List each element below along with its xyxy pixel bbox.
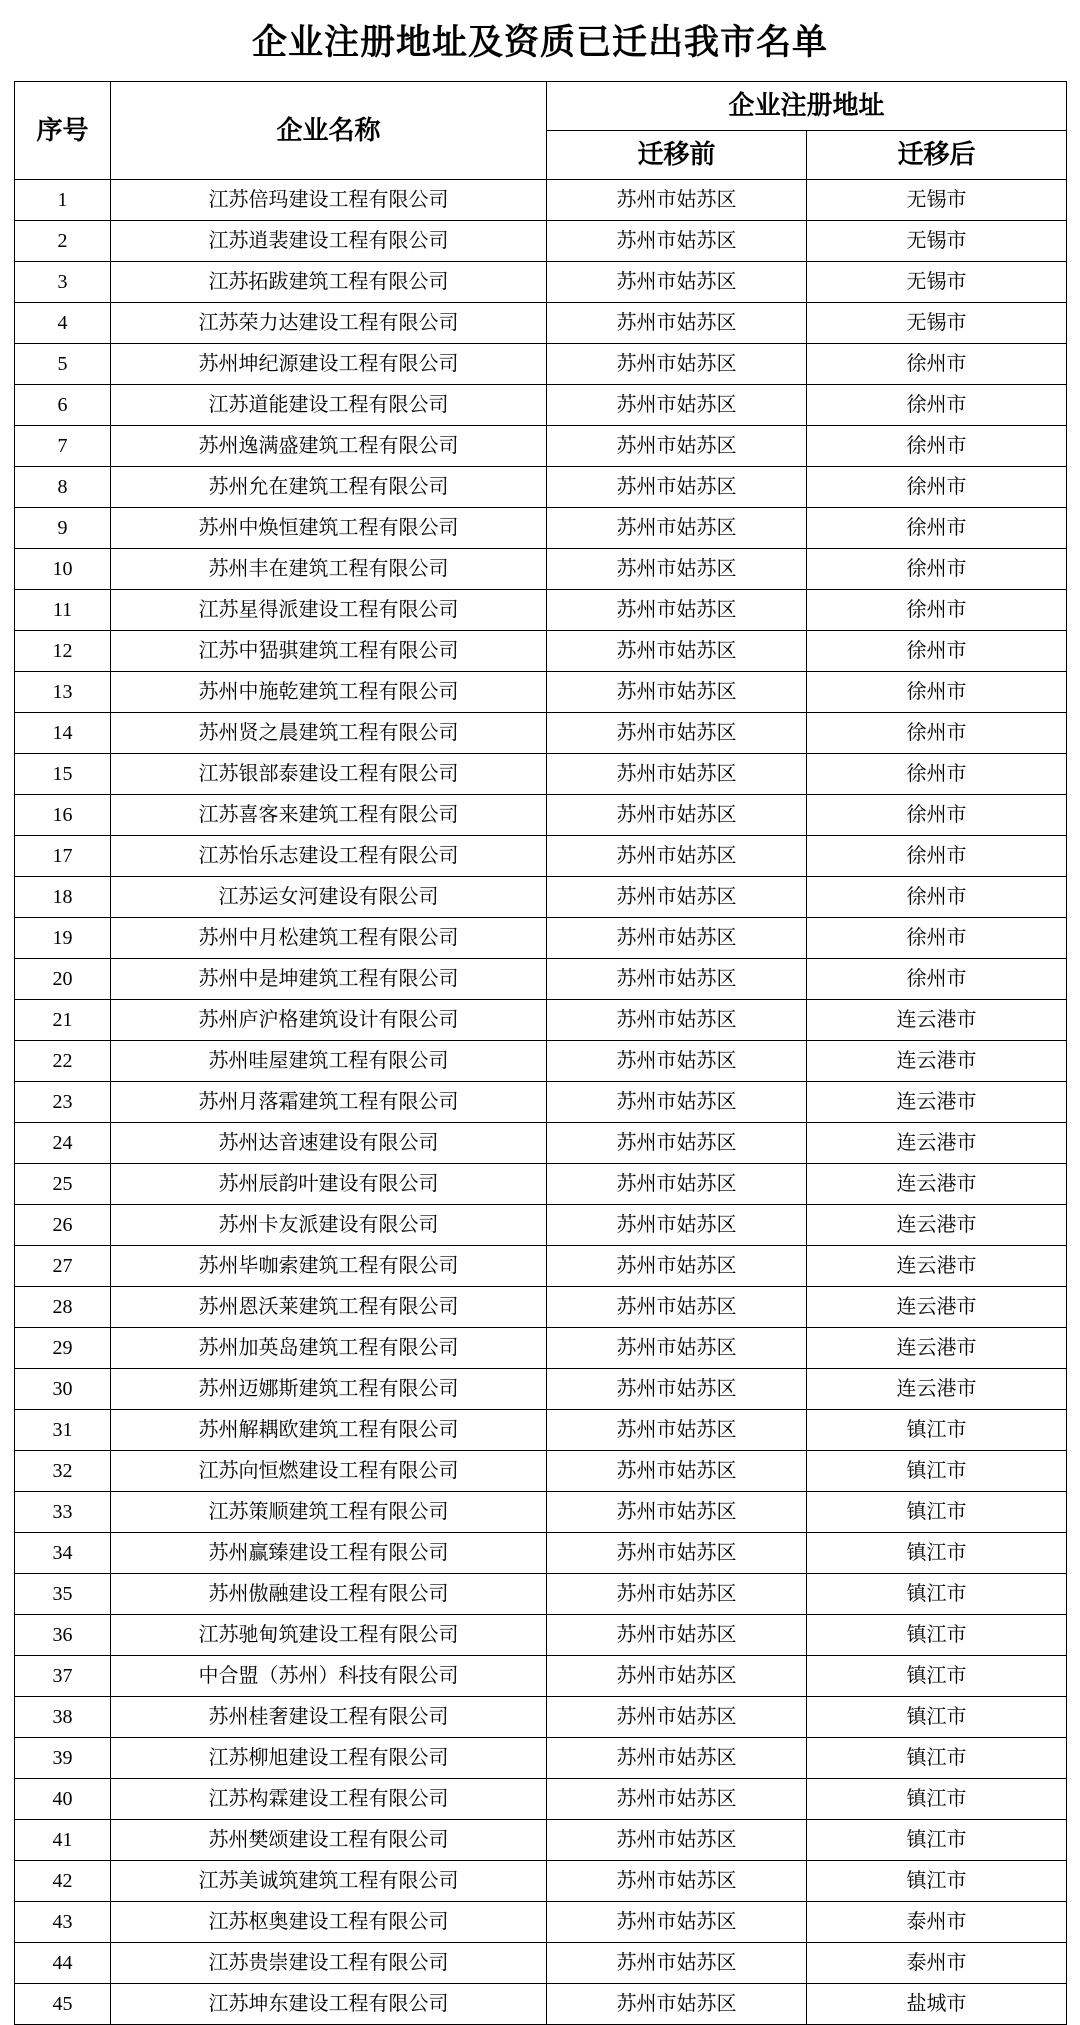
table-row [15, 1820, 1067, 1861]
cell-index: 8 [15, 467, 111, 508]
table-row [15, 1861, 1067, 1902]
cell-address-after: 连云港市 [807, 1164, 1067, 1205]
cell-index: 45 [15, 1984, 111, 2025]
cell-address-after: 无锡市 [807, 262, 1067, 303]
cell-address-after: 连云港市 [807, 1000, 1067, 1041]
cell-address-before: 苏州市姑苏区 [547, 180, 807, 221]
cell-company-name: 江苏向恒燃建设工程有限公司 [111, 1451, 547, 1492]
cell-address-after: 镇江市 [807, 1615, 1067, 1656]
cell-index: 25 [15, 1164, 111, 1205]
cell-address-after: 镇江市 [807, 1410, 1067, 1451]
cell-company-name: 苏州解耦欧建筑工程有限公司 [111, 1410, 547, 1451]
table-row [15, 795, 1067, 836]
cell-company-name: 江苏星得派建设工程有限公司 [111, 590, 547, 631]
cell-address-before: 苏州市姑苏区 [547, 754, 807, 795]
cell-company-name: 苏州中焕恒建筑工程有限公司 [111, 508, 547, 549]
cell-address-after: 徐州市 [807, 385, 1067, 426]
cell-address-before: 苏州市姑苏区 [547, 1246, 807, 1287]
table-row [15, 1082, 1067, 1123]
table-row [15, 713, 1067, 754]
page-title: 企业注册地址及资质已迁出我市名单 [251, 23, 828, 62]
table-row [15, 1000, 1067, 1041]
cell-address-before: 苏州市姑苏区 [547, 262, 807, 303]
cell-address-after: 徐州市 [807, 795, 1067, 836]
cell-address-after: 镇江市 [807, 1533, 1067, 1574]
cell-address-after: 连云港市 [807, 1369, 1067, 1410]
table-row [15, 959, 1067, 1000]
cell-address-after: 无锡市 [807, 221, 1067, 262]
cell-company-name: 江苏贵崇建设工程有限公司 [111, 1943, 547, 1984]
cell-company-name: 苏州月落霜建筑工程有限公司 [111, 1082, 547, 1123]
cell-address-after: 徐州市 [807, 426, 1067, 467]
cell-address-after: 无锡市 [807, 180, 1067, 221]
cell-company-name: 江苏坤东建设工程有限公司 [111, 1984, 547, 2025]
cell-address-after: 徐州市 [807, 631, 1067, 672]
cell-address-after: 连云港市 [807, 1041, 1067, 1082]
cell-index: 44 [15, 1943, 111, 1984]
table-row [15, 877, 1067, 918]
cell-company-name: 江苏美诚筑建筑工程有限公司 [111, 1861, 547, 1902]
cell-address-after: 徐州市 [807, 836, 1067, 877]
cell-index: 4 [15, 303, 111, 344]
table-row [15, 836, 1067, 877]
cell-address-before: 苏州市姑苏区 [547, 1656, 807, 1697]
cell-address-after: 徐州市 [807, 877, 1067, 918]
table-row [15, 1123, 1067, 1164]
cell-address-before: 苏州市姑苏区 [547, 672, 807, 713]
cell-company-name: 江苏喜客来建筑工程有限公司 [111, 795, 547, 836]
cell-company-name: 苏州中施乾建筑工程有限公司 [111, 672, 547, 713]
cell-address-before: 苏州市姑苏区 [547, 385, 807, 426]
cell-company-name: 中合盟（苏州）科技有限公司 [111, 1656, 547, 1697]
cell-address-before: 苏州市姑苏区 [547, 1328, 807, 1369]
cell-company-name: 江苏柳旭建设工程有限公司 [111, 1738, 547, 1779]
relocated-companies-table [14, 81, 1067, 2025]
cell-address-before: 苏州市姑苏区 [547, 1000, 807, 1041]
cell-company-name: 江苏构霖建设工程有限公司 [111, 1779, 547, 1820]
cell-index: 27 [15, 1246, 111, 1287]
cell-index: 5 [15, 344, 111, 385]
table-row [15, 1246, 1067, 1287]
cell-index: 33 [15, 1492, 111, 1533]
cell-index: 10 [15, 549, 111, 590]
cell-address-before: 苏州市姑苏区 [547, 1738, 807, 1779]
table-row [15, 1533, 1067, 1574]
cell-index: 26 [15, 1205, 111, 1246]
cell-index: 2 [15, 221, 111, 262]
table-row [15, 918, 1067, 959]
cell-company-name: 苏州贤之晨建筑工程有限公司 [111, 713, 547, 754]
cell-company-name: 江苏运女河建设有限公司 [111, 877, 547, 918]
cell-address-before: 苏州市姑苏区 [547, 344, 807, 385]
cell-company-name: 苏州逸满盛建筑工程有限公司 [111, 426, 547, 467]
cell-address-before: 苏州市姑苏区 [547, 1492, 807, 1533]
cell-address-before: 苏州市姑苏区 [547, 1082, 807, 1123]
cell-company-name: 江苏拓跋建筑工程有限公司 [111, 262, 547, 303]
cell-company-name: 苏州中是坤建筑工程有限公司 [111, 959, 547, 1000]
cell-index: 37 [15, 1656, 111, 1697]
cell-address-after: 连云港市 [807, 1082, 1067, 1123]
cell-index: 36 [15, 1615, 111, 1656]
cell-address-before: 苏州市姑苏区 [547, 303, 807, 344]
table-row [15, 1369, 1067, 1410]
cell-index: 20 [15, 959, 111, 1000]
cell-company-name: 苏州赢臻建设工程有限公司 [111, 1533, 547, 1574]
cell-address-before: 苏州市姑苏区 [547, 1902, 807, 1943]
cell-company-name: 江苏道能建设工程有限公司 [111, 385, 547, 426]
table-row [15, 344, 1067, 385]
table-body [15, 180, 1067, 2025]
cell-address-before: 苏州市姑苏区 [547, 1041, 807, 1082]
cell-index: 19 [15, 918, 111, 959]
column-header-address-group: 企业注册地址 [547, 82, 1067, 131]
cell-company-name: 江苏策顺建筑工程有限公司 [111, 1492, 547, 1533]
cell-address-after: 徐州市 [807, 508, 1067, 549]
cell-address-after: 镇江市 [807, 1820, 1067, 1861]
cell-address-before: 苏州市姑苏区 [547, 713, 807, 754]
cell-address-after: 连云港市 [807, 1246, 1067, 1287]
cell-index: 42 [15, 1861, 111, 1902]
cell-address-before: 苏州市姑苏区 [547, 1820, 807, 1861]
table-row [15, 631, 1067, 672]
table-row [15, 1451, 1067, 1492]
cell-index: 9 [15, 508, 111, 549]
column-header-after: 迁移后 [807, 131, 1067, 180]
cell-address-before: 苏州市姑苏区 [547, 1369, 807, 1410]
cell-company-name: 江苏银部泰建设工程有限公司 [111, 754, 547, 795]
cell-address-before: 苏州市姑苏区 [547, 1615, 807, 1656]
table-row [15, 549, 1067, 590]
table-header [15, 82, 1067, 180]
cell-address-before: 苏州市姑苏区 [547, 467, 807, 508]
cell-index: 13 [15, 672, 111, 713]
cell-company-name: 苏州毕咖索建筑工程有限公司 [111, 1246, 547, 1287]
cell-index: 7 [15, 426, 111, 467]
cell-index: 11 [15, 590, 111, 631]
cell-index: 17 [15, 836, 111, 877]
cell-address-before: 苏州市姑苏区 [547, 918, 807, 959]
cell-index: 24 [15, 1123, 111, 1164]
cell-company-name: 江苏倍玛建设工程有限公司 [111, 180, 547, 221]
cell-company-name: 苏州丰在建筑工程有限公司 [111, 549, 547, 590]
table-row [15, 1697, 1067, 1738]
table-row [15, 1779, 1067, 1820]
table-row [15, 1410, 1067, 1451]
cell-index: 40 [15, 1779, 111, 1820]
table-row [15, 1287, 1067, 1328]
cell-address-before: 苏州市姑苏区 [547, 426, 807, 467]
cell-address-before: 苏州市姑苏区 [547, 1574, 807, 1615]
cell-company-name: 江苏枢奥建设工程有限公司 [111, 1902, 547, 1943]
cell-index: 39 [15, 1738, 111, 1779]
cell-address-after: 徐州市 [807, 713, 1067, 754]
cell-address-after: 连云港市 [807, 1287, 1067, 1328]
cell-address-after: 徐州市 [807, 549, 1067, 590]
cell-address-after: 徐州市 [807, 467, 1067, 508]
cell-address-before: 苏州市姑苏区 [547, 1123, 807, 1164]
table-row [15, 1738, 1067, 1779]
cell-address-before: 苏州市姑苏区 [547, 877, 807, 918]
cell-company-name: 苏州迈娜斯建筑工程有限公司 [111, 1369, 547, 1410]
table-row [15, 1902, 1067, 1943]
cell-company-name: 江苏中峱骐建筑工程有限公司 [111, 631, 547, 672]
table-row [15, 426, 1067, 467]
cell-company-name: 苏州坤纪源建设工程有限公司 [111, 344, 547, 385]
cell-address-after: 镇江市 [807, 1779, 1067, 1820]
cell-address-after: 镇江市 [807, 1451, 1067, 1492]
table-row [15, 303, 1067, 344]
cell-company-name: 苏州辰韵叶建设有限公司 [111, 1164, 547, 1205]
table-row [15, 1615, 1067, 1656]
cell-address-after: 镇江市 [807, 1861, 1067, 1902]
cell-index: 35 [15, 1574, 111, 1615]
cell-index: 3 [15, 262, 111, 303]
cell-company-name: 苏州达音速建设有限公司 [111, 1123, 547, 1164]
cell-index: 41 [15, 1820, 111, 1861]
cell-address-after: 泰州市 [807, 1902, 1067, 1943]
column-header-company: 企业名称 [111, 82, 547, 180]
table-row [15, 1943, 1067, 1984]
column-header-index: 序号 [15, 82, 111, 180]
cell-address-before: 苏州市姑苏区 [547, 549, 807, 590]
table-row [15, 508, 1067, 549]
cell-address-before: 苏州市姑苏区 [547, 221, 807, 262]
cell-index: 31 [15, 1410, 111, 1451]
cell-company-name: 苏州允在建筑工程有限公司 [111, 467, 547, 508]
cell-company-name: 苏州傲融建设工程有限公司 [111, 1574, 547, 1615]
cell-company-name: 苏州恩沃莱建筑工程有限公司 [111, 1287, 547, 1328]
cell-index: 15 [15, 754, 111, 795]
cell-company-name: 江苏荣力达建设工程有限公司 [111, 303, 547, 344]
cell-address-before: 苏州市姑苏区 [547, 1861, 807, 1902]
cell-company-name: 江苏驰甸筑建设工程有限公司 [111, 1615, 547, 1656]
table-row [15, 1984, 1067, 2025]
cell-address-after: 无锡市 [807, 303, 1067, 344]
cell-index: 34 [15, 1533, 111, 1574]
cell-address-before: 苏州市姑苏区 [547, 1451, 807, 1492]
table-row [15, 1574, 1067, 1615]
cell-index: 18 [15, 877, 111, 918]
cell-company-name: 苏州卡友派建设有限公司 [111, 1205, 547, 1246]
cell-company-name: 苏州桂奢建设工程有限公司 [111, 1697, 547, 1738]
cell-index: 16 [15, 795, 111, 836]
cell-address-before: 苏州市姑苏区 [547, 1410, 807, 1451]
cell-address-after: 徐州市 [807, 672, 1067, 713]
table-row [15, 180, 1067, 221]
cell-index: 12 [15, 631, 111, 672]
table-header-row-1 [15, 82, 1067, 131]
cell-address-after: 连云港市 [807, 1205, 1067, 1246]
cell-index: 43 [15, 1902, 111, 1943]
table-row [15, 1041, 1067, 1082]
cell-index: 32 [15, 1451, 111, 1492]
cell-address-before: 苏州市姑苏区 [547, 959, 807, 1000]
cell-company-name: 苏州加英岛建筑工程有限公司 [111, 1328, 547, 1369]
cell-index: 14 [15, 713, 111, 754]
cell-address-after: 镇江市 [807, 1574, 1067, 1615]
cell-address-after: 镇江市 [807, 1492, 1067, 1533]
cell-address-before: 苏州市姑苏区 [547, 631, 807, 672]
table-row [15, 754, 1067, 795]
cell-address-before: 苏州市姑苏区 [547, 1984, 807, 2025]
cell-company-name: 苏州樊颂建设工程有限公司 [111, 1820, 547, 1861]
cell-index: 29 [15, 1328, 111, 1369]
cell-index: 38 [15, 1697, 111, 1738]
table-row [15, 221, 1067, 262]
table-row [15, 385, 1067, 426]
cell-address-after: 徐州市 [807, 918, 1067, 959]
cell-address-after: 泰州市 [807, 1943, 1067, 1984]
cell-address-after: 镇江市 [807, 1738, 1067, 1779]
cell-index: 30 [15, 1369, 111, 1410]
cell-address-before: 苏州市姑苏区 [547, 590, 807, 631]
cell-address-before: 苏州市姑苏区 [547, 1943, 807, 1984]
cell-address-before: 苏州市姑苏区 [547, 1779, 807, 1820]
cell-address-after: 连云港市 [807, 1123, 1067, 1164]
cell-address-after: 徐州市 [807, 344, 1067, 385]
table-row [15, 1164, 1067, 1205]
column-header-before: 迁移前 [547, 131, 807, 180]
table-row [15, 467, 1067, 508]
cell-address-after: 镇江市 [807, 1656, 1067, 1697]
cell-index: 6 [15, 385, 111, 426]
cell-index: 21 [15, 1000, 111, 1041]
table-row [15, 672, 1067, 713]
cell-address-after: 连云港市 [807, 1328, 1067, 1369]
table-row [15, 1205, 1067, 1246]
cell-address-before: 苏州市姑苏区 [547, 1205, 807, 1246]
cell-address-before: 苏州市姑苏区 [547, 1164, 807, 1205]
table-row [15, 1328, 1067, 1369]
cell-index: 1 [15, 180, 111, 221]
cell-address-before: 苏州市姑苏区 [547, 836, 807, 877]
table-row [15, 590, 1067, 631]
table-row [15, 1492, 1067, 1533]
cell-address-after: 盐城市 [807, 1984, 1067, 2025]
cell-company-name: 苏州中月松建筑工程有限公司 [111, 918, 547, 959]
cell-address-after: 徐州市 [807, 590, 1067, 631]
table-row [15, 1656, 1067, 1697]
cell-address-after: 徐州市 [807, 959, 1067, 1000]
cell-address-before: 苏州市姑苏区 [547, 795, 807, 836]
cell-index: 23 [15, 1082, 111, 1123]
cell-index: 28 [15, 1287, 111, 1328]
cell-address-before: 苏州市姑苏区 [547, 508, 807, 549]
cell-index: 22 [15, 1041, 111, 1082]
cell-company-name: 苏州哇屋建筑工程有限公司 [111, 1041, 547, 1082]
cell-address-before: 苏州市姑苏区 [547, 1287, 807, 1328]
cell-address-before: 苏州市姑苏区 [547, 1533, 807, 1574]
table-row [15, 262, 1067, 303]
cell-address-before: 苏州市姑苏区 [547, 1697, 807, 1738]
cell-address-after: 镇江市 [807, 1697, 1067, 1738]
cell-company-name: 江苏逍裴建设工程有限公司 [111, 221, 547, 262]
cell-company-name: 苏州庐沪格建筑设计有限公司 [111, 1000, 547, 1041]
cell-address-after: 徐州市 [807, 754, 1067, 795]
cell-company-name: 江苏怡乐志建设工程有限公司 [111, 836, 547, 877]
